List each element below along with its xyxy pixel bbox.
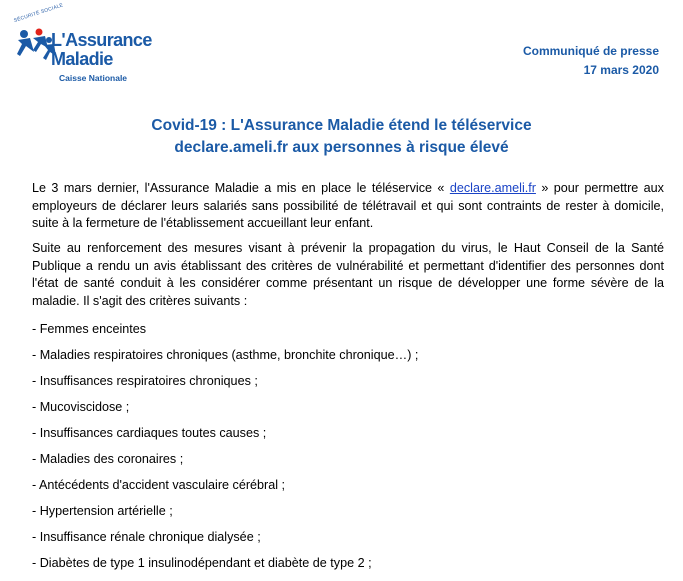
declare-ameli-link[interactable]: declare.ameli.fr	[449, 181, 536, 195]
list-item: - Insuffisances respiratoires chroniques ;	[32, 374, 258, 388]
list-item: - Maladies respiratoires chroniques (asthme, bronchite chronique…) ;	[32, 348, 419, 362]
criteria-list	[32, 321, 664, 581]
doc-type: Communiqué de presse	[522, 44, 659, 58]
title-line2: declare.ameli.fr aux personnes à risque élevé	[174, 139, 509, 156]
paragraph-intro-start: Le 3 mars dernier, l'Assurance Maladie a mis en place le téléservice «	[32, 181, 450, 195]
paragraph-intro-end: » pour permettre aux employeurs de déclarer leurs salariés sans possibilité de télétravail et qui sont contraints de rester à domicile, suite à la fermeture de l'établissement accueillant leur enfant.	[32, 181, 664, 230]
logo-subtitle: Caisse Nationale	[59, 73, 128, 83]
list-item: - Insuffisances cardiaques toutes causes ;	[32, 426, 267, 440]
assurance-maladie-logo	[12, 2, 152, 86]
title-line1: Covid-19 : L'Assurance Maladie étend le téléservice	[151, 117, 532, 134]
list-item: - Femmes enceintes	[32, 322, 147, 336]
list-item: - Hypertension artérielle ;	[32, 504, 173, 518]
list-item: - Maladies des coronaires ;	[32, 452, 184, 466]
paragraph-criteria-intro: Suite au renforcement des mesures visant à prévenir la propagation du virus, le Haut Conseil de la Santé Publique a rendu un avis établissant des critères de vulnérabilité et permettant d'identifier des personnes dont l'état de santé conduit à les considérer comme présentant un risque de développer une forme sévère de la maladie. Il s'agit des critères suivants :	[32, 241, 664, 308]
logo-name-line1: L'Assurance	[51, 30, 152, 50]
list-item: - Diabètes de type 1 insulinodépendant et diabète de type 2 ;	[32, 556, 372, 570]
list-item: - Insuffisance rénale chronique dialysée ;	[32, 530, 261, 544]
paragraph-intro	[32, 180, 664, 233]
press-header	[523, 42, 659, 80]
list-item: - Mucoviscidose ;	[32, 400, 130, 414]
logo-tagline: SÉCURITÉ SOCIALE	[13, 2, 65, 25]
page-title	[0, 115, 683, 159]
list-item: - Antécédents d'accident vasculaire cérébral ;	[32, 478, 286, 492]
logo-name-line2: Maladie	[51, 49, 113, 69]
release-date: 17 mars 2020	[583, 63, 659, 77]
